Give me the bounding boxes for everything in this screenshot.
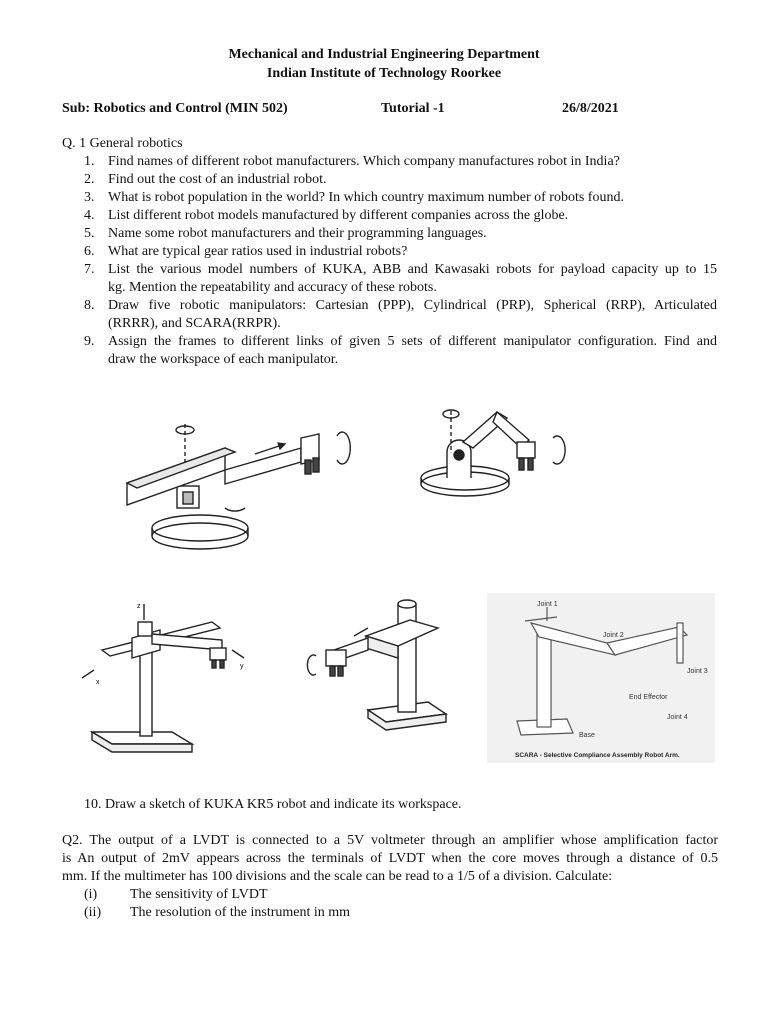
q2-part-text: The sensitivity of LVDT bbox=[130, 887, 268, 902]
q1-item-number: 1. bbox=[84, 154, 95, 169]
articulated-robot-figure bbox=[405, 400, 585, 500]
institute-title: Indian Institute of Technology Roorkee bbox=[266, 66, 502, 81]
scara-robot-figure bbox=[487, 593, 715, 763]
q1-item-text: List different robot models manufactured by different companies across the globe. bbox=[108, 208, 569, 223]
scara-base-label: Base bbox=[579, 732, 595, 739]
department-title: Mechanical and Industrial Engineering Department bbox=[228, 47, 540, 62]
q1-item-text: What are typical gear ratios used in industrial robots? bbox=[108, 244, 408, 259]
q1-item-number: 6. bbox=[84, 244, 95, 259]
q2-line: is An output of 2mV appears across the terminals of LVDT when the core moves through a distance of 0.5 bbox=[62, 851, 718, 866]
spherical-robot-figure bbox=[298, 590, 458, 740]
date-label: 26/8/2021 bbox=[562, 101, 619, 116]
axis-label-y: y bbox=[240, 663, 244, 670]
scara-end-effector-label: End Effector bbox=[629, 694, 668, 701]
scara-joint4-label: Joint 4 bbox=[667, 714, 688, 721]
q2-line: Q2. The output of a LVDT is connected to a 5V voltmeter through an amplifier whose amplification factor bbox=[62, 833, 718, 848]
q1-item-text: Find out the cost of an industrial robot. bbox=[108, 172, 327, 187]
cylindrical-robot-figure bbox=[105, 408, 370, 568]
q1-item-number: 9. bbox=[84, 334, 95, 349]
q1-item-number: 2. bbox=[84, 172, 95, 187]
q1-item-number: 8. bbox=[84, 298, 95, 313]
axis-label-x: x bbox=[96, 679, 100, 686]
q1-heading: Q. 1 General robotics bbox=[62, 136, 183, 151]
q1-item-text: Find names of different robot manufacturers. Which company manufactures robot in India? bbox=[108, 154, 620, 169]
q2-line: mm. If the multimeter has 100 divisions and the scale can be read to a 1/5 of a division. Calculate: bbox=[62, 869, 613, 884]
tutorial-label: Tutorial -1 bbox=[381, 101, 445, 116]
q1-item-text: Name some robot manufacturers and their programming languages. bbox=[108, 226, 487, 241]
scara-caption: SCARA - Selective Compliance Assembly Robot Arm. bbox=[515, 752, 680, 759]
q1-item-text: What is robot population in the world? In which country maximum number of robots found. bbox=[108, 190, 624, 205]
q1-item-number: 7. bbox=[84, 262, 95, 277]
q1-item-text: Draw five robotic manipulators: Cartesian (PPP), Cylindrical (PRP), Spherical (RRP), Articulated bbox=[108, 298, 717, 313]
cartesian-robot-figure bbox=[82, 592, 262, 762]
scara-figure-panel bbox=[487, 593, 715, 763]
scara-joint2-label: Joint 2 bbox=[603, 632, 624, 639]
q1-item-number: 5. bbox=[84, 226, 95, 241]
axis-label-z: z bbox=[137, 603, 141, 610]
q1-item-continuation: (RRRR), and SCARA(RRPR). bbox=[108, 316, 281, 331]
q1-item-10: 10. Draw a sketch of KUKA KR5 robot and indicate its workspace. bbox=[84, 797, 462, 812]
q1-item-number: 4. bbox=[84, 208, 95, 223]
q2-part-text: The resolution of the instrument in mm bbox=[130, 905, 351, 920]
q2-part-number: (i) bbox=[84, 887, 98, 902]
scara-joint3-label: Joint 3 bbox=[687, 668, 708, 675]
q1-item-continuation: draw the workspace of each manipulator. bbox=[108, 352, 339, 367]
q1-item-continuation: kg. Mention the repeatability and accuracy of these robots. bbox=[108, 280, 437, 295]
scara-joint1-label: Joint 1 bbox=[537, 601, 558, 608]
q1-item-text: List the various model numbers of KUKA, ABB and Kawasaki robots for payload capacity up to 15 bbox=[108, 262, 717, 277]
q2-part-number: (ii) bbox=[84, 905, 102, 920]
subject-line: Sub: Robotics and Control (MIN 502) bbox=[62, 101, 288, 116]
q1-item-number: 3. bbox=[84, 190, 95, 205]
q1-item-text: Assign the frames to different links of given 5 sets of different manipulator configuration. Find and bbox=[108, 334, 717, 349]
